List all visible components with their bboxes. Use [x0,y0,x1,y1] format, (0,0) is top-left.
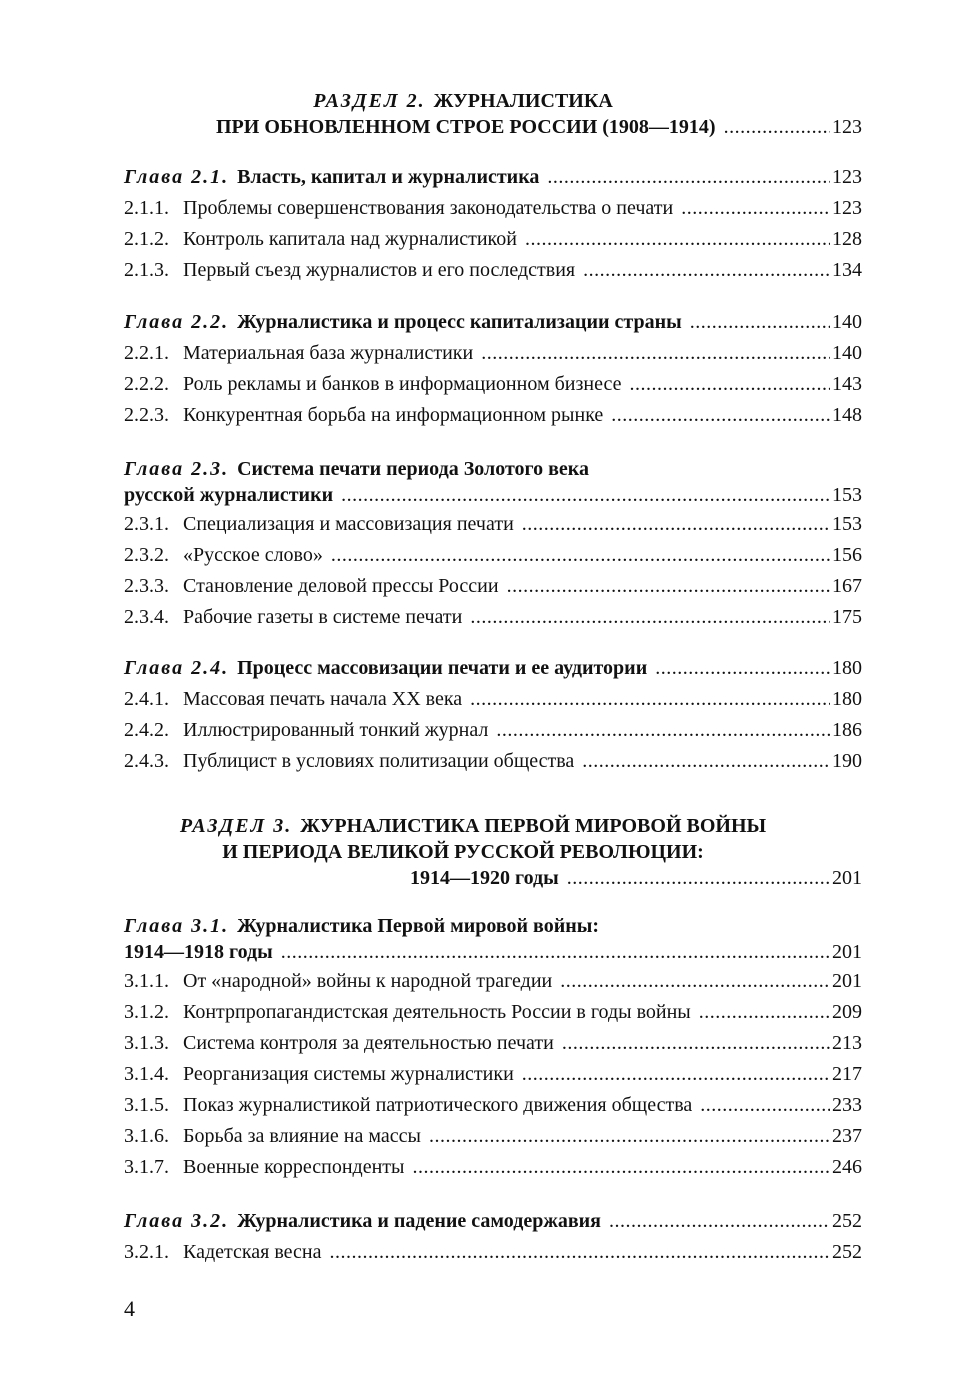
entry-title: Военные корреспонденты [183,1156,405,1178]
toc-entry[interactable] [124,746,862,777]
entry-title: Проблемы совершенствования законодательства о печати [183,197,674,219]
entry-title: Рабочие газеты в системе печати [183,606,463,628]
chapter-title-line2: 1914—1918 годы [124,941,273,963]
leader-dots [331,540,830,571]
entry-page: 217 [832,1063,862,1085]
chapter-2-3-heading-line2[interactable] [124,482,862,509]
entry-title: Борьба за влияние на массы [183,1125,421,1147]
entry-title: Конкурентная борьба на информационном рынке [183,404,604,426]
entry-page: 153 [832,513,862,535]
toc-entry[interactable] [124,255,862,286]
chapter-label: Глава 3.1. [124,915,230,937]
chapter-2-3-heading-line1[interactable] [124,456,862,482]
entry-title: Материальная база журналистики [183,342,474,364]
chapter-page: 153 [832,484,862,506]
entry-title: Показ журналистикой патриотического движения общества [183,1094,693,1116]
chapter-title: Процесс массовизации печати и ее аудитории [237,657,648,679]
section-2-label: РАЗДЕЛ 2. [313,90,426,112]
entry-page: 128 [832,228,862,250]
chapter-label: Глава 2.4. [124,657,230,679]
entry-page: 167 [832,575,862,597]
leader-dots [567,865,830,891]
chapter-2-4-heading[interactable] [124,653,862,684]
entry-number: 3.1.5. [124,1094,169,1116]
leader-dots [690,307,830,338]
entry-page: 237 [832,1125,862,1147]
entry-title: Контроль капитала над журналистикой [183,228,517,250]
entry-page: 190 [832,750,862,772]
entry-number: 2.2.3. [124,404,169,426]
leader-dots [681,193,830,224]
section-3-title-line3-row [410,865,862,891]
leader-dots [522,1059,830,1090]
chapter-2-2-heading[interactable] [124,307,862,338]
chapter-title-line1: Система печати периода Золотого века [237,458,590,480]
entry-title: «Русское слово» [183,544,323,566]
chapter-page: 252 [832,1210,862,1232]
entry-number: 2.3.2. [124,544,169,566]
chapter-title-line1: Журналистика Первой мировой войны: [237,915,600,937]
entry-page: 180 [832,688,862,710]
toc-entry[interactable] [124,369,862,400]
entry-page: 213 [832,1032,862,1054]
entry-page: 156 [832,544,862,566]
entry-page: 209 [832,1001,862,1023]
entry-number: 3.1.3. [124,1032,169,1054]
entry-number: 2.2.1. [124,342,169,364]
entry-number: 2.3.1. [124,513,169,535]
entry-number: 2.1.1. [124,197,169,219]
toc-entry[interactable] [124,1059,862,1090]
toc-entry[interactable] [124,400,862,431]
chapter-label: Глава 2.2. [124,311,230,333]
chapter-title: Власть, капитал и журналистика [237,166,540,188]
entry-page: 123 [832,197,862,219]
section-2-title-line2: ПРИ ОБНОВЛЕННОМ СТРОЕ РОССИИ (1908—1914) [216,116,716,138]
chapter-page: 180 [832,657,862,679]
leader-dots [496,715,830,746]
entry-number: 3.1.7. [124,1156,169,1178]
chapter-2-1 [124,162,862,286]
toc-entry[interactable] [124,1121,862,1152]
chapter-title: Журналистика и падение самодержавия [237,1210,601,1232]
entry-title: Массовая печать начала XX века [183,688,463,710]
entry-title: Публицист в условиях политизации общества [183,750,575,772]
toc-entry[interactable] [124,1028,862,1059]
entry-number: 2.2.2. [124,373,169,395]
toc-entry[interactable] [124,224,862,255]
toc-entry[interactable] [124,966,862,997]
toc-entry[interactable] [124,338,862,369]
toc-entry[interactable] [124,602,862,633]
chapter-label: Глава 2.3. [124,458,230,480]
chapter-2-2 [124,307,862,431]
leader-dots [330,1237,830,1268]
entry-title: Реорганизация системы журналистики [183,1063,514,1085]
chapter-label: Глава 2.1. [124,166,230,188]
toc-entry[interactable] [124,571,862,602]
entry-page: 252 [832,1241,862,1263]
entry-page: 175 [832,606,862,628]
section-2-heading [124,88,862,114]
section-2-title-line1: ЖУРНАЛИСТИКА [433,90,613,112]
chapter-3-1-heading-line2[interactable] [124,939,862,966]
chapter-page: 140 [832,311,862,333]
leader-dots [507,571,830,602]
entry-number: 3.1.1. [124,970,169,992]
chapter-3-1 [124,913,862,1183]
toc-entry[interactable] [124,684,862,715]
entry-page: 186 [832,719,862,741]
leader-dots [583,255,830,286]
entry-title: Иллюстрированный тонкий журнал [183,719,489,741]
section-3-page: 201 [832,867,862,889]
chapter-title-line2: русской журналистики [124,484,334,506]
chapter-page: 123 [832,166,862,188]
toc-entry[interactable] [124,1237,862,1268]
chapter-3-2 [124,1206,862,1268]
leader-dots [629,369,830,400]
chapter-3-1-heading-line1[interactable] [124,913,862,939]
entry-number: 2.4.1. [124,688,169,710]
chapter-label: Глава 3.2. [124,1210,230,1232]
entry-number: 3.2.1. [124,1241,169,1263]
entry-number: 2.4.2. [124,719,169,741]
entry-page: 246 [832,1156,862,1178]
leader-dots [525,224,830,255]
section-2-title-line2-row [216,114,862,140]
entry-number: 3.1.2. [124,1001,169,1023]
entry-title: Первый съезд журналистов и его последствия [183,259,576,281]
leader-dots [522,509,830,540]
leader-dots [560,966,830,997]
entry-page: 140 [832,342,862,364]
entry-page: 201 [832,970,862,992]
leader-dots [562,1028,830,1059]
leader-dots [281,939,830,966]
toc-entry[interactable] [124,997,862,1028]
toc-entry[interactable] [124,540,862,571]
entry-page: 134 [832,259,862,281]
entry-page: 143 [832,373,862,395]
section-2-page: 123 [832,116,862,138]
leader-dots [429,1121,830,1152]
leader-dots [341,482,830,509]
leader-dots [481,338,830,369]
leader-dots [412,1152,830,1183]
toc-entry[interactable] [124,1152,862,1183]
chapter-2-3 [124,456,862,633]
chapter-3-2-heading[interactable] [124,1206,862,1237]
section-3-label: РАЗДЕЛ 3. [179,815,293,837]
toc-entry[interactable] [124,1090,862,1121]
chapter-page: 201 [832,941,862,963]
entry-title: Кадетская весна [183,1241,322,1263]
entry-number: 2.3.4. [124,606,169,628]
chapter-title: Журналистика и процесс капитализации страны [237,311,682,333]
entry-number: 2.3.3. [124,575,169,597]
entry-number: 3.1.4. [124,1063,169,1085]
entry-title: Контрпропагандистская деятельность России в годы войны [183,1001,691,1023]
entry-number: 3.1.6. [124,1125,169,1147]
entry-title: От «народной» войны к народной трагедии [183,970,553,992]
section-3-heading [124,813,862,865]
leader-dots [547,162,830,193]
section-3-title-line2: И ПЕРИОДА ВЕЛИКОЙ РУССКОЙ РЕВОЛЮЦИИ: [222,841,704,863]
entry-title: Система контроля за деятельностью печати [183,1032,554,1054]
entry-title: Специализация и массовизация печати [183,513,514,535]
leader-dots [700,1090,830,1121]
leader-dots [609,1206,830,1237]
chapter-2-4 [124,653,862,777]
entry-number: 2.1.2. [124,228,169,250]
entry-number: 2.4.3. [124,750,169,772]
leader-dots [655,653,830,684]
leader-dots [470,684,830,715]
section-3-title-line1: ЖУРНАЛИСТИКА ПЕРВОЙ МИРОВОЙ ВОЙНЫ [300,815,767,837]
entry-title: Становление деловой прессы России [183,575,499,597]
entry-title: Роль рекламы и банков в информационном бизнесе [183,373,622,395]
toc-entry[interactable] [124,193,862,224]
leader-dots [724,114,830,140]
page-number: 4 [124,1296,135,1321]
leader-dots [470,602,830,633]
entry-page: 148 [832,404,862,426]
chapter-2-1-heading[interactable] [124,162,862,193]
section-3-title-line3: 1914—1920 годы [410,867,559,889]
toc-entry[interactable] [124,715,862,746]
toc-entry[interactable] [124,509,862,540]
entry-number: 2.1.3. [124,259,169,281]
leader-dots [611,400,830,431]
leader-dots [582,746,830,777]
entry-page: 233 [832,1094,862,1116]
leader-dots [699,997,830,1028]
